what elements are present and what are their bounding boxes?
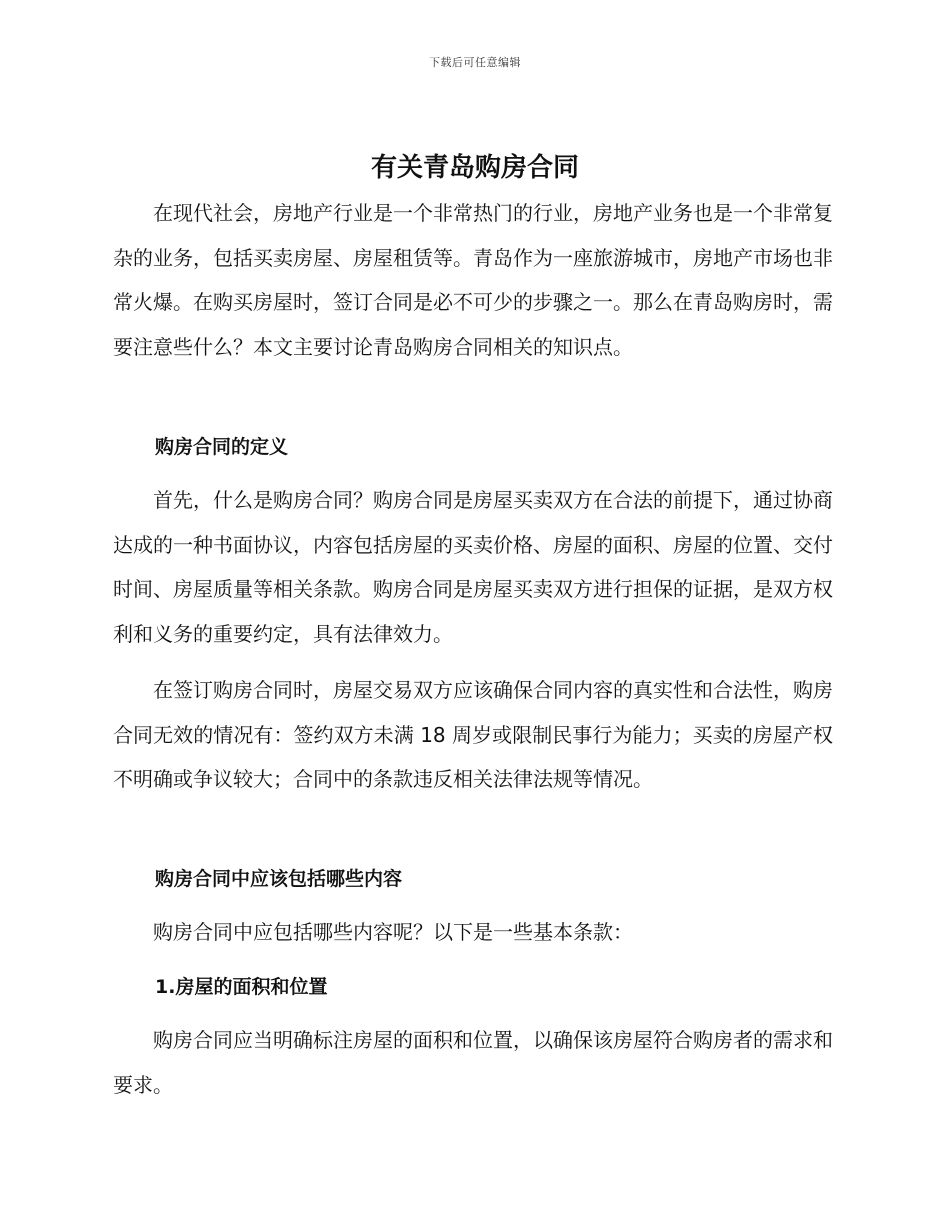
validity-paragraph: 在签订购房合同时，房屋交易双方应该确保合同内容的真实性和合法性，购房合同无效的情况有：签约双方未满 18 周岁或限制民事行为能力；买卖的房屋产权不明确或争议较大；合同中的条款违反相关法律法规等情况。 <box>113 678 833 791</box>
document-title: 有关青岛购房合同 <box>370 153 579 183</box>
area-location-paragraph: 购房合同应当明确标注房屋的面积和位置，以确保该房屋符合购房者的需求和要求。 <box>113 1028 833 1097</box>
definition-paragraph: 首先，什么是购房合同？购房合同是房屋买卖双方在合法的前提下，通过协商达成的一种书面协议，内容包括房屋的买卖价格、房屋的面积、房屋的位置、交付时间、房屋质量等相关条款。购房合同是房屋买卖双方进行担保的证据，是双方权利和义务的重要约定，具有法律效力。 <box>113 488 833 646</box>
section-heading-contents: 购房合同中应该包括哪些内容 <box>155 868 403 890</box>
contents-intro-paragraph: 购房合同中应包括哪些内容呢？以下是一些基本条款： <box>153 920 633 944</box>
intro-paragraph: 在现代社会，房地产行业是一个非常热门的行业，房地产业务也是一个非常复杂的业务，包括买卖房屋、房屋租赁等。青岛作为一座旅游城市，房地产市场也非常火爆。在购买房屋时，签订合同是必不可少的步骤之一。那么在青岛购房时，需要注意些什么？本文主要讨论青岛购房合同相关的知识点。 <box>113 201 833 359</box>
subheading-area-location: 1.房屋的面积和位置 <box>155 976 328 998</box>
page-header-note: 下载后可任意编辑 <box>429 56 521 69</box>
section-heading-definition: 购房合同的定义 <box>155 436 289 458</box>
